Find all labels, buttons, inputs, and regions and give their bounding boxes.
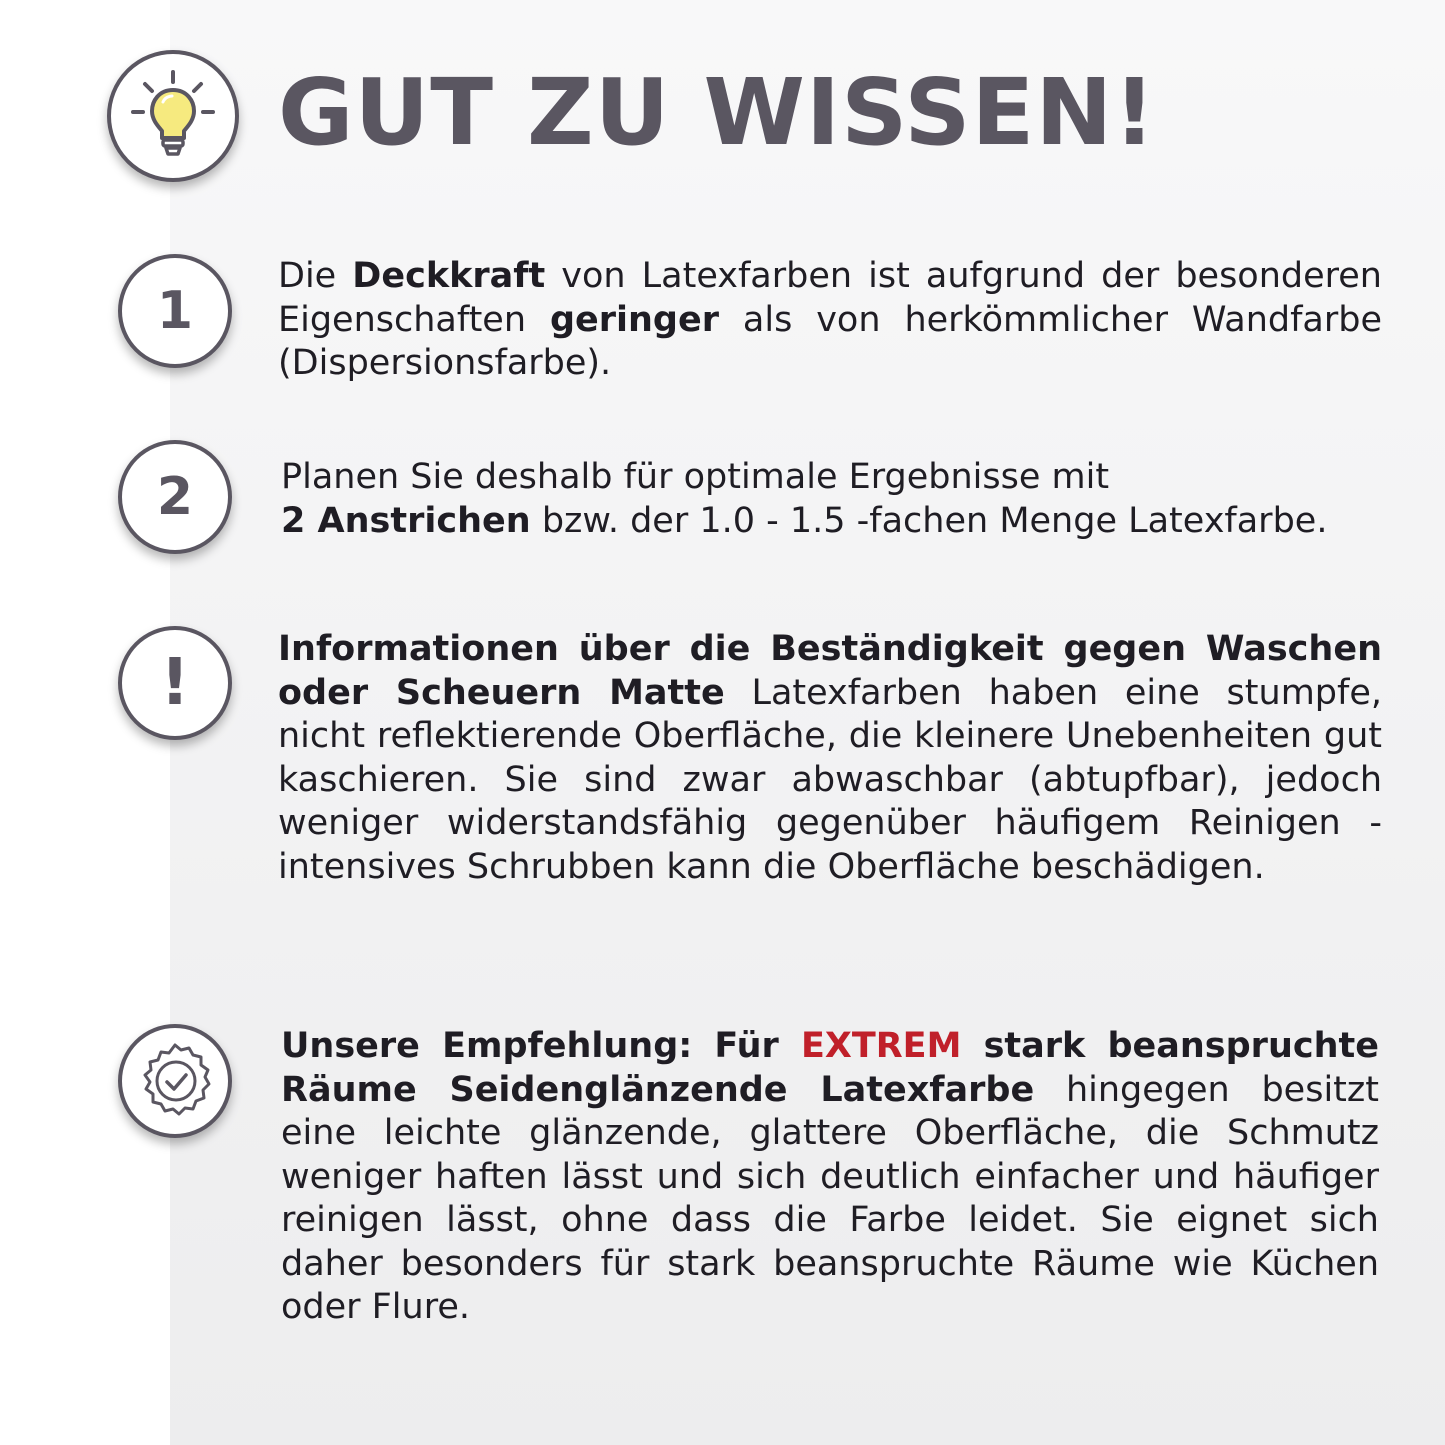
- step-badge-1: 1: [118, 254, 232, 368]
- seal-badge: [118, 1024, 232, 1138]
- check-seal-icon: [133, 1039, 217, 1123]
- step-badge-2: 2: [118, 440, 232, 554]
- lightbulb-icon: [123, 66, 223, 166]
- page-title: GUT ZU WISSEN!: [278, 59, 1157, 166]
- item-4-text: Unsere Empfehlung: Für EXTREM stark beanspruchte Räume Seidenglänzende Latexfarbe hingegen besitzt eine leichte glänzende, glattere Oberfläche, die Schmutz weniger haften lässt und sich deutlich einfacher und häufiger reinigen lässt, ohne dass die Farbe leidet. Sie eignet sich daher besonders für stark beanspruchte Räume wie Küchen oder Flure.: [281, 1026, 1379, 1327]
- extrem-highlight: EXTREM: [800, 1026, 962, 1066]
- item-1-text: Die Deckkraft von Latexfarben ist aufgrund der besonderen Eigenschaften geringer als von herkömmlicher Wandfarbe (Dispersionsfarbe).: [278, 256, 1383, 383]
- item-2-text: Planen Sie deshalb für optimale Ergebnisse mit 2 Anstrichen bzw. der 1.0 - 1.5 -fachen Menge Latexfarbe.: [281, 457, 1328, 541]
- lightbulb-badge: [107, 50, 239, 182]
- item-3-text: Informationen über die Beständigkeit gegen Waschen oder Scheuern Matte Latexfarben haben eine stumpfe, nicht reflektierende Oberfläche, die kleinere Unebenheiten gut kaschieren. Sie sind zwar abwaschbar (abtupfbar), jedoch weniger widerstandsfähig gegenüber häufigem Reinigen - intensives Schrubben kann die Oberfläche beschädigen.: [278, 629, 1382, 887]
- warning-badge: !: [118, 626, 232, 740]
